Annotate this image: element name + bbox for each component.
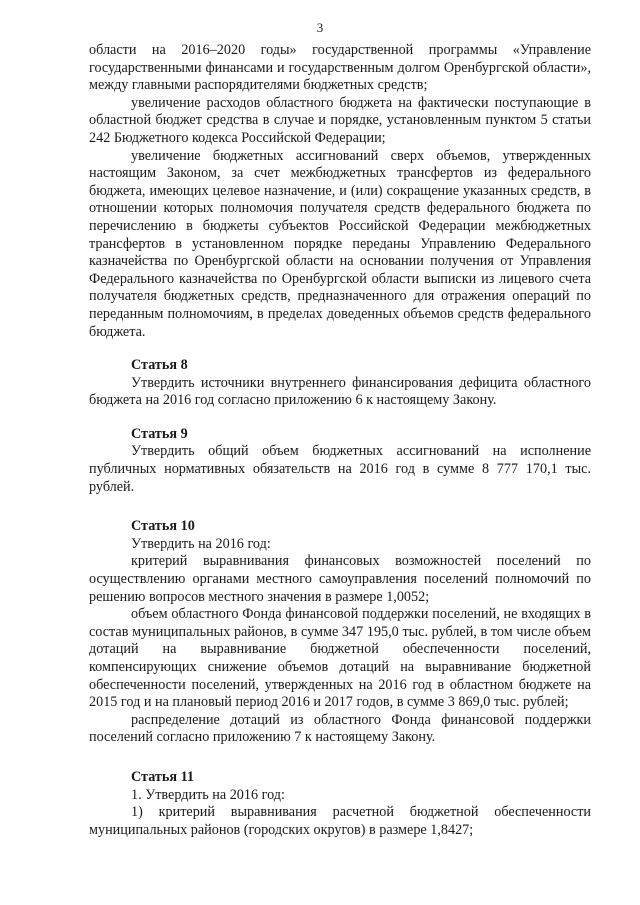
paragraph: 1) критерий выравнивания расчетной бюджетной обеспеченности муниципальных районов (городских округов) в размере 1,8427; xyxy=(89,804,591,838)
paragraph: 1. Утвердить на 2016 год: xyxy=(131,786,285,803)
article-8-heading: Статья 8 xyxy=(131,357,188,374)
article-11-heading: Статья 11 xyxy=(131,768,195,785)
paragraph: Утвердить источники внутреннего финансирования дефицита областного бюджета на 2016 год согласно приложению 6 к настоящему Закону. xyxy=(89,374,591,409)
paragraph: критерий выравнивания финансовых возможностей поселений по осуществлению органами местного самоуправления поселений полномочий по решению вопросов местного значения в размере 1,0052; xyxy=(89,553,591,605)
paragraph: увеличение расходов областного бюджета на фактически поступающие в областной бюджет средства в случае и порядке, установленным пунктом 5 статьи 242 Бюджетного кодекса Российской Федерации; xyxy=(89,94,591,146)
paragraph: объем областного Фонда финансовой поддержки поселений, не входящих в состав муниципальных районов, в сумме 347 195,0 тыс. рублей, в том числе объем дотаций на выравнивание бюджетной обеспеченности поселений, компенсирующих снижение объемов дотаций на выравнивание бюджетной обеспеченности поселений, утвержденных на 2016 год в областном бюджете на 2015 год и на плановый период 2016 и 2017 годов, в сумме 3 869,0 тыс. рублей; xyxy=(89,606,591,711)
article-10-heading: Статья 10 xyxy=(131,518,195,535)
paragraph: увеличение бюджетных ассигнований сверх объемов, утвержденных настоящим Законом, за счет межбюджетных трансфертов из федерального бюджета, имеющих целевое назначение, и (или) сокращение указанных средств, в отношении которых полномочия получателя средств федерального бюджета по перечислению в бюджеты субъектов Российской Федерации межбюджетных трансфертов в установленном порядке переданы Управлению Федерального казначейства по Оренбургской области на основании получения от Управления Федерального казначейства по Оренбургской области выписки из лицевого счета получателя бюджетных средств, предназначенного для отражения операций по переданным полномочиям, в пределах доведенных объемов средств федерального бюджета. xyxy=(89,147,591,340)
article-9-heading: Статья 9 xyxy=(131,425,188,442)
paragraph: распределение дотаций из областного Фонда финансовой поддержки поселений согласно приложению 7 к настоящему Закону. xyxy=(89,711,591,746)
paragraph: области на 2016–2020 годы» государственной программы «Управление государственными финансами и государственным долгом Оренбургской области», между главными распорядителями бюджетных средств; xyxy=(89,42,591,94)
page-number: 3 xyxy=(316,20,324,35)
document-body xyxy=(89,42,591,839)
paragraph: Утвердить на 2016 год: xyxy=(131,535,271,552)
paragraph: Утвердить общий объем бюджетных ассигнований на исполнение публичных нормативных обязательств на 2016 год в сумме 8 777 170,1 тыс. рублей. xyxy=(89,443,591,495)
